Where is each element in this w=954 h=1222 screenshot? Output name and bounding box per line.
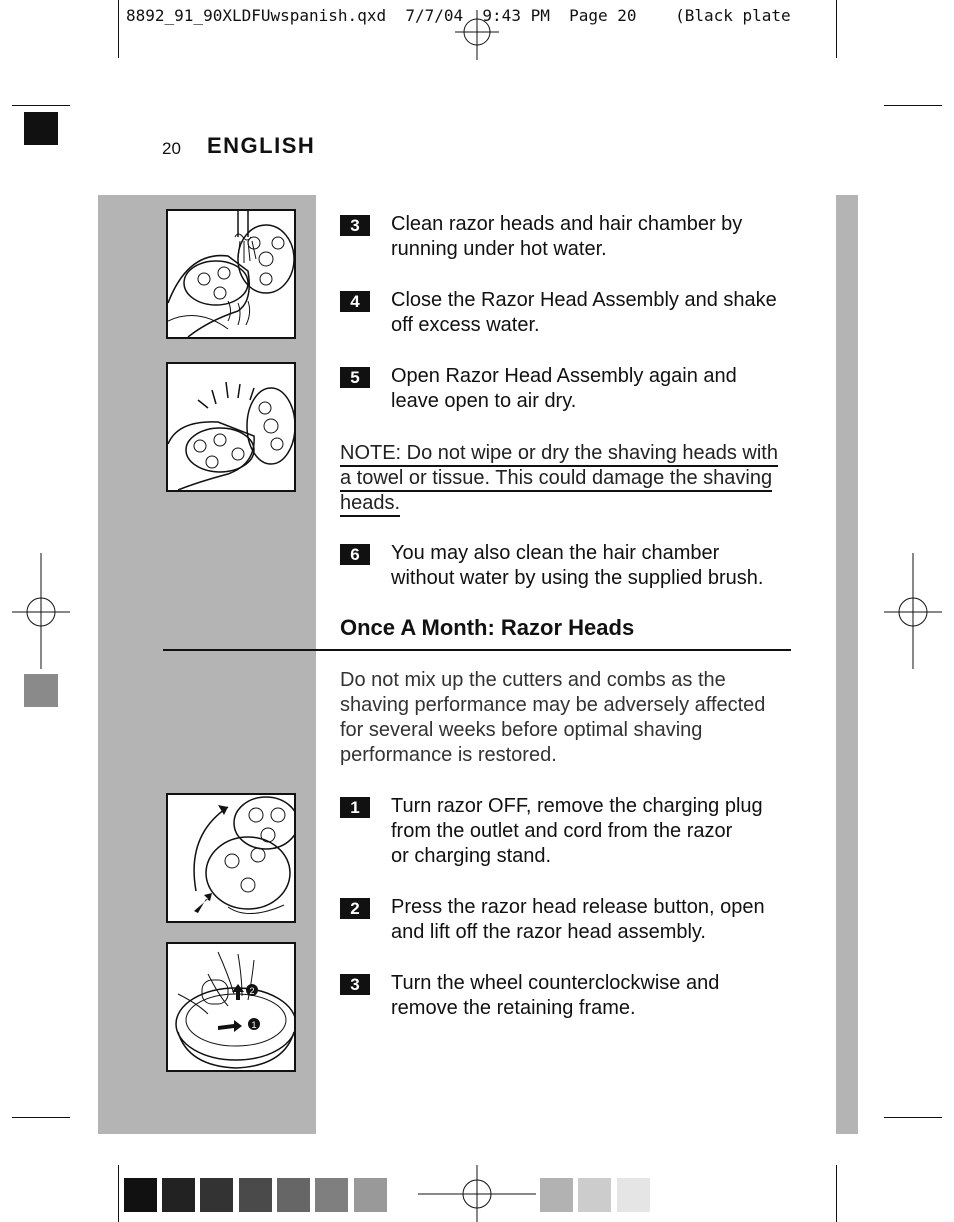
step-text: Turn razor OFF, remove the charging plug from the outlet and cord from the razor or charging stand. — [391, 795, 763, 867]
callout-number-two: 2 — [249, 986, 255, 996]
crop-mark — [12, 105, 70, 106]
right-gray-bleed-bar — [836, 195, 858, 1134]
crop-mark — [884, 105, 942, 106]
section-intro: Do not mix up the cutters and combs as the shaving performance may be adversely affected for several weeks before optimal shaving performance is restored. — [340, 669, 766, 766]
crop-mark — [836, 1165, 837, 1222]
step-number-badge: 2 — [340, 898, 370, 919]
registration-mark-bottom — [418, 1165, 536, 1222]
page-number: 20 — [162, 139, 181, 158]
step-text: Open Razor Head Assembly again and leave open to air dry. — [391, 365, 737, 412]
step-text: Clean razor heads and hair chamber by running under hot water. — [391, 213, 743, 260]
registration-mark-right — [884, 553, 942, 669]
color-target-black — [24, 112, 58, 145]
note-text — [340, 441, 780, 516]
color-bar-swatch — [540, 1178, 573, 1212]
language-heading: ENGLISH — [207, 133, 316, 158]
crop-mark — [118, 1165, 119, 1222]
step-text: Turn the wheel counterclockwise and remove the retaining frame. — [391, 972, 720, 1019]
color-bar-swatch — [162, 1178, 195, 1212]
step-number-badge: 5 — [340, 367, 370, 388]
step-text: Close the Razor Head Assembly and shake off excess water. — [391, 289, 777, 336]
callout-number-one: 1 — [251, 1020, 257, 1030]
section-rule — [163, 649, 791, 651]
section-heading: Once A Month: Razor Heads — [340, 615, 635, 640]
color-bar-swatch — [354, 1178, 387, 1212]
color-bar-swatch — [617, 1178, 650, 1212]
step-number-badge: 3 — [340, 215, 370, 236]
printer-slug-line: 8892_91_90XLDFUwspanish.qxd 7/7/04 9:43 PM Page 20 (Black plate — [126, 6, 791, 25]
color-bar-swatch — [315, 1178, 348, 1212]
remove-retaining-frame-illustration — [166, 942, 296, 1072]
color-bar-swatch — [200, 1178, 233, 1212]
color-target-gray — [24, 674, 58, 707]
color-bar-swatch — [239, 1178, 272, 1212]
step-number-badge: 1 — [340, 797, 370, 818]
registration-mark-left — [12, 553, 70, 669]
rinse-under-water-illustration — [166, 209, 296, 339]
air-dry-illustration — [166, 362, 296, 492]
crop-mark — [884, 1117, 942, 1118]
crop-mark — [118, 0, 119, 58]
step-text: Press the razor head release button, open and lift off the razor head assembly. — [391, 896, 765, 943]
step-number-badge: 4 — [340, 291, 370, 312]
color-bar-swatch — [578, 1178, 611, 1212]
step-number-badge: 6 — [340, 544, 370, 565]
color-bar-swatch — [277, 1178, 310, 1212]
note-text-underlined: NOTE: Do not wipe or dry the shaving heads with a towel or tissue. This could damage the shaving heads. — [340, 442, 778, 517]
step-number-badge: 3 — [340, 974, 370, 995]
color-bar-swatch — [124, 1178, 157, 1212]
open-head-assembly-illustration — [166, 793, 296, 923]
registration-mark-top — [455, 10, 499, 60]
step-text: You may also clean the hair chamber without water by using the supplied brush. — [391, 542, 764, 589]
crop-mark — [836, 0, 837, 58]
crop-mark — [12, 1117, 70, 1118]
